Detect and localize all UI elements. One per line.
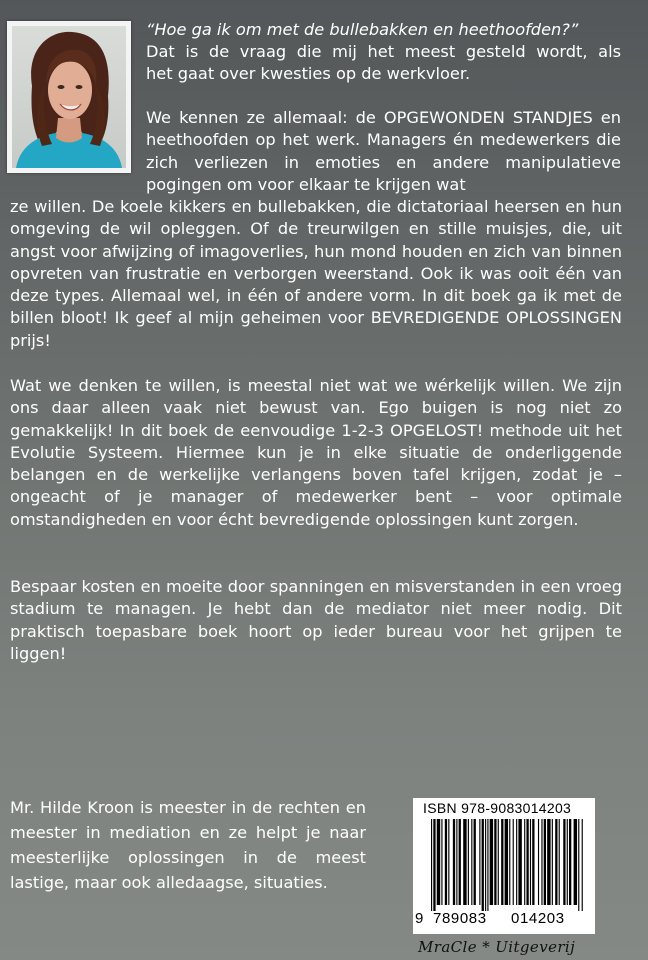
barcode-digit-first: 9	[415, 910, 424, 927]
intro-line: Dat is de vraag die mij het meest gesteld wordt, als	[146, 42, 621, 61]
author-portrait-image	[12, 26, 126, 168]
isbn-barcode-block	[413, 798, 595, 934]
barcode-digit-group-2: 014203	[511, 910, 565, 927]
opening-quote: “Hoe ga ik om met de bullebakken en heethoofden?”	[146, 20, 579, 39]
intro-line: het gaat over kwesties op de werkvloer.	[146, 64, 471, 84]
author-bio: Mr. Hilde Kroon is meester in de rechten en meester in mediation en ze helpt je naar meesterlijke oplossingen in de meest lastige, maar ook alledaagse, situaties.	[10, 798, 366, 892]
author-photo	[7, 21, 131, 173]
isbn-label: ISBN 978-9083014203	[423, 800, 572, 816]
barcode-image	[419, 819, 589, 911]
publisher-name: MraCle * Uitgeverij	[418, 938, 576, 956]
paragraph-2: Wat we denken te willen, is meestal niet wat we wérkelijk willen. We zijn ons daar alleen vaak niet bewust van. Ego buigen is nog niet zo gemakkelijk! In dit boek de eenvoudige 1-2-3 OPGELOST! methode uit het Evolutie Systeem. Hiermee kun je in elke situatie de onderliggende belangen en de werkelijke verlangens boven tafel krijgen, zodat je – ongeacht of je manager of medewerker bent – voor optimale omstandigheden en voor écht bevredigende oplossingen kunt zorgen.	[10, 376, 622, 529]
paragraph-1-bottom: ze willen. De koele kikkers en bullebakken, die dictatoriaal heersen en hun omgeving de wil opleggen. Of de treurwilgen en stille muisjes, die, uit angst voor afwijzing of imagoverlies, hun mond houden en zich van binnen opvreten van frustratie en verborgen weerstand. Ook ik was ooit één van deze types. Allemaal wel, in één of andere vorm. In dit boek ga ik met de billen bloot! Ik geef al mijn geheimen voor BEVREDIGENDE OPLOSSINGEN prijs!	[10, 197, 622, 350]
barcode-digit-group-1: 789083	[433, 910, 487, 927]
paragraph-3: Bespaar kosten en moeite door spanningen en misverstanden in een vroeg stadium te managen. Je hebt dan de mediator niet meer nodig. Dit praktisch toepasbare boek hoort op ieder bureau voor het grijpen te liggen!	[10, 577, 622, 663]
intro-text	[146, 41, 621, 86]
paragraph-1-top: We kennen ze allemaal: de OPGEWONDEN STANDJES en heethoofden op het werk. Managers én medewerkers die zich verliezen in emoties en andere manipulatieve pogingen om voor elkaar te krijgen wat	[146, 108, 621, 194]
